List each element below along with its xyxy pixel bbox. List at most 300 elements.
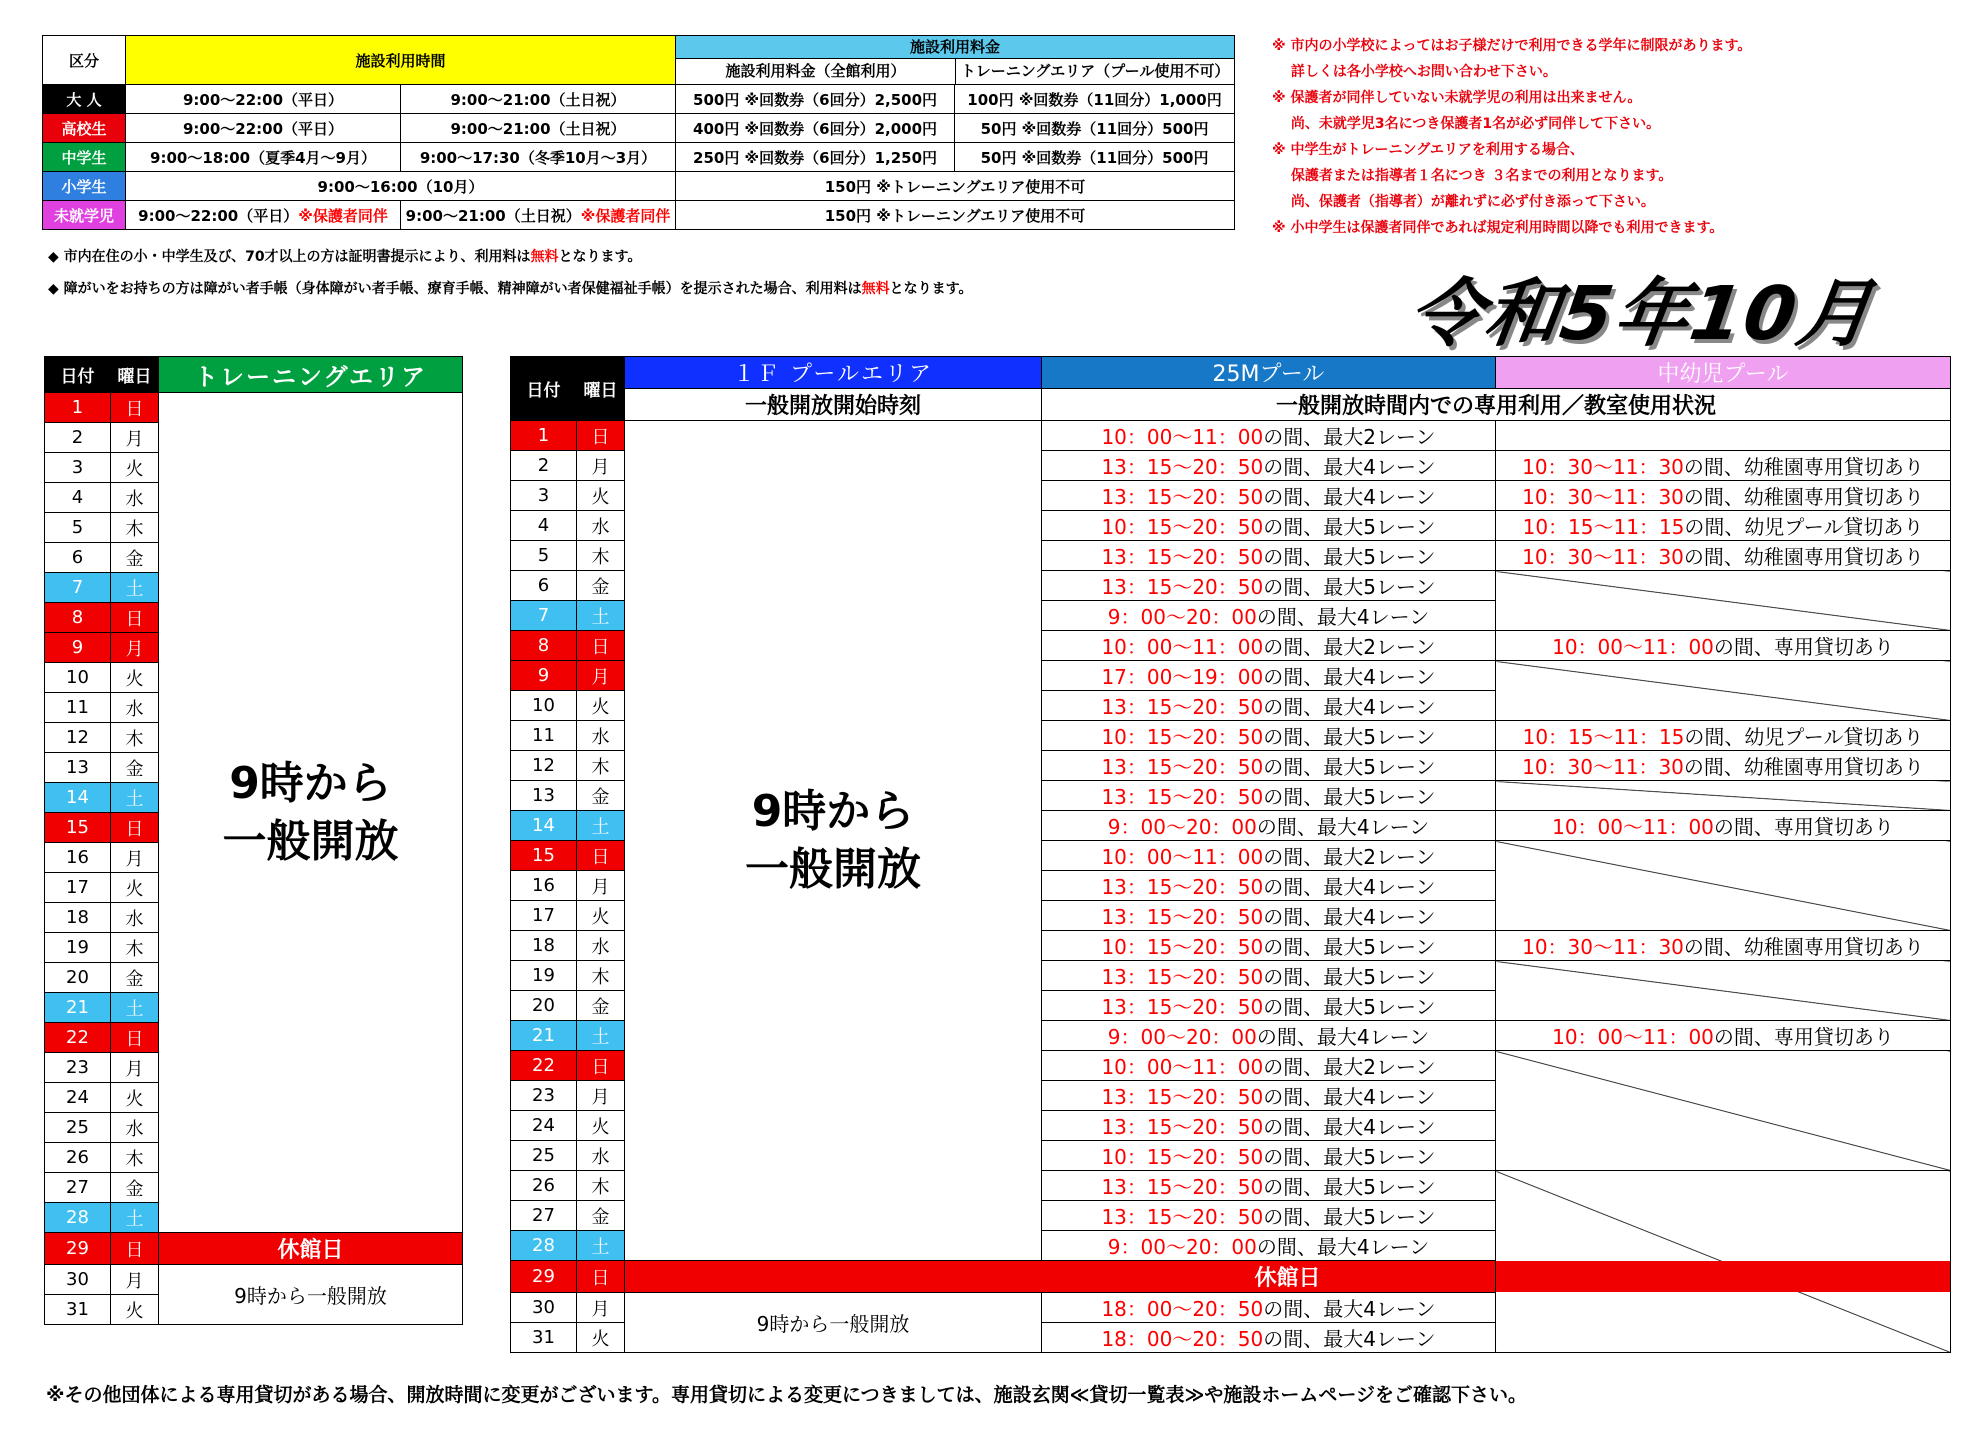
fee-elem-hours: 9:00～16:00（10月） (126, 172, 676, 201)
lane-desc: の間、最大5レーン (1263, 725, 1436, 749)
lane-time: 13：15～20：50 (1101, 485, 1264, 509)
date-cell: 27 (511, 1201, 577, 1231)
dow-cell: 土 (577, 1021, 625, 1051)
lane-desc: の間、最大2レーン (1263, 425, 1436, 449)
dow-cell: 木 (577, 1171, 625, 1201)
date-cell: 6 (511, 571, 577, 601)
dow-cell: 土 (111, 573, 159, 603)
lane-desc: の間、最大5レーン (1263, 1205, 1436, 1229)
date-cell: 29 (45, 1233, 111, 1265)
dow-cell: 水 (577, 511, 625, 541)
date-cell: 13 (511, 781, 577, 811)
pool-col-25m: 25Mプール (1042, 357, 1496, 389)
lane-desc: の間、最大2レーン (1263, 1055, 1436, 1079)
dow-cell: 日 (577, 1261, 625, 1293)
lane-time: 18：00～20：50 (1101, 1297, 1264, 1321)
dow-cell: 木 (111, 513, 159, 543)
fee-row-label: 大 人 (43, 85, 126, 114)
kids-usage-cell (1496, 1021, 1951, 1051)
pool-open-cell (625, 421, 1042, 1261)
lane-usage-cell (1042, 871, 1496, 901)
kids-empty-cell (1496, 781, 1951, 811)
date-cell: 1 (45, 393, 111, 423)
fee-table (42, 35, 1235, 230)
lane-desc: の間、最大4レーン (1263, 455, 1436, 479)
fee-training: 50円 ※回数券（11回分）500円 (955, 114, 1235, 143)
date-cell: 7 (45, 573, 111, 603)
fee-row-label: 小学生 (43, 172, 126, 201)
dow-cell: 日 (111, 603, 159, 633)
lane-usage-cell (1042, 781, 1496, 811)
lane-desc: の間、最大5レーン (1263, 1145, 1436, 1169)
date-cell: 12 (45, 723, 111, 753)
lane-desc: の間、最大5レーン (1263, 935, 1436, 959)
dow-cell: 月 (577, 661, 625, 691)
fee-training: 50円 ※回数券（11回分）500円 (955, 143, 1235, 172)
lane-time: 10：00～11：00 (1101, 635, 1264, 659)
dow-cell: 金 (111, 963, 159, 993)
lane-time: 13：15～20：50 (1101, 1205, 1264, 1229)
dow-cell: 日 (111, 393, 159, 423)
lane-usage-cell (1042, 991, 1496, 1021)
lane-usage-cell (1042, 1141, 1496, 1171)
kids-time: 10：00～11：00 (1552, 815, 1714, 839)
dow-cell: 水 (111, 483, 159, 513)
dow-cell: 月 (111, 1265, 159, 1295)
kids-desc: の間、幼稚園専用貸切あり (1683, 485, 1924, 509)
fee-all: 400円 ※回数券（6回分）2,000円 (676, 114, 955, 143)
lane-desc: の間、最大4レーン (1263, 1085, 1436, 1109)
fee-all: 250円 ※回数券（6回分）1,250円 (676, 143, 955, 172)
lane-usage-cell (1042, 721, 1496, 751)
lane-usage-cell (1042, 1293, 1496, 1323)
date-cell: 10 (45, 663, 111, 693)
lane-desc: の間、最大4レーン (1263, 905, 1436, 929)
fee-pre-holiday: 9:00～21:00（土日祝） (405, 206, 581, 225)
date-cell: 23 (511, 1081, 577, 1111)
pool-col-dow: 曜日 (577, 357, 625, 421)
date-cell: 24 (45, 1083, 111, 1113)
dow-cell: 金 (577, 1201, 625, 1231)
note-right-line: 保護者または指導者１名につき ３名までの利用となります。 (1272, 168, 1673, 184)
kids-time: 10：30～11：30 (1522, 455, 1684, 479)
lane-usage-cell (1042, 841, 1496, 871)
lane-time: 13：15～20：50 (1101, 695, 1264, 719)
note-right-line: ※ 中学生がトレーニングエリアを利用する場合、 (1272, 142, 1584, 158)
fee-row (43, 114, 1235, 143)
fee-row-label: 未就学児 (43, 201, 126, 230)
fee-row-label: 高校生 (43, 114, 126, 143)
lane-usage-cell (1042, 811, 1496, 841)
calendar-row (45, 1233, 463, 1265)
kids-usage-cell (1496, 631, 1951, 661)
dow-cell: 金 (111, 753, 159, 783)
dow-cell: 金 (111, 543, 159, 573)
kids-empty-cell (1496, 1051, 1951, 1171)
date-cell: 2 (45, 423, 111, 453)
dow-cell: 土 (577, 601, 625, 631)
calendar-row (45, 1265, 463, 1295)
lane-time: 13：15～20：50 (1101, 785, 1264, 809)
kids-time: 10：00～11：00 (1552, 635, 1714, 659)
train-col-dow: 曜日 (111, 357, 159, 393)
lane-desc: の間、最大4レーン (1263, 1115, 1436, 1139)
dow-cell: 日 (111, 813, 159, 843)
date-cell: 15 (511, 841, 577, 871)
kids-empty-cell (1496, 841, 1951, 931)
lane-time: 10：00～11：00 (1101, 1055, 1264, 1079)
lane-usage-cell (1042, 1231, 1496, 1261)
date-cell: 15 (45, 813, 111, 843)
fee-holiday: 9:00～17:30（冬季10月～3月） (401, 143, 676, 172)
fee-holiday: 9:00～21:00（土日祝） (401, 114, 676, 143)
date-cell: 27 (45, 1173, 111, 1203)
fee-training: 100円 ※回数券（11回分）1,000円 (955, 85, 1235, 114)
pool-col-area: １Ｆ プールエリア (625, 357, 1042, 389)
dow-cell: 金 (111, 1173, 159, 1203)
dow-cell: 金 (577, 991, 625, 1021)
dow-cell: 金 (577, 781, 625, 811)
lane-desc: の間、最大4レーン (1256, 1025, 1430, 1049)
dow-cell: 月 (577, 871, 625, 901)
dow-cell: 火 (111, 453, 159, 483)
pool-col-date: 日付 (511, 357, 577, 421)
lane-usage-cell (1042, 511, 1496, 541)
lane-desc: の間、最大5レーン (1263, 575, 1436, 599)
dow-cell: 水 (577, 931, 625, 961)
lane-usage-cell (1042, 931, 1496, 961)
date-cell: 9 (45, 633, 111, 663)
lane-desc: の間、最大5レーン (1263, 515, 1436, 539)
date-cell: 8 (511, 631, 577, 661)
lane-desc: の間、最大4レーン (1263, 485, 1436, 509)
date-cell: 17 (511, 901, 577, 931)
date-cell: 4 (45, 483, 111, 513)
dow-cell: 土 (111, 1203, 159, 1233)
kids-desc: の間、専用貸切あり (1713, 815, 1894, 839)
lane-usage-cell (1042, 451, 1496, 481)
dow-cell: 水 (111, 693, 159, 723)
date-cell: 13 (45, 753, 111, 783)
lane-time: 9：00～20：00 (1107, 815, 1257, 839)
fee-all: 500円 ※回数券（6回分）2,500円 (676, 85, 955, 114)
dow-cell: 火 (111, 1083, 159, 1113)
date-cell: 26 (45, 1143, 111, 1173)
date-cell: 7 (511, 601, 577, 631)
kids-usage-cell (1496, 541, 1951, 571)
note-right-line: ※ 保護者が同伴していない未就学児の利用は出来ません。 (1272, 90, 1642, 106)
date-cell: 23 (45, 1053, 111, 1083)
lane-time: 10：15～20：50 (1101, 1145, 1264, 1169)
date-cell: 30 (45, 1265, 111, 1295)
lane-time: 9：00～20：00 (1107, 605, 1257, 629)
dow-cell: 火 (577, 1323, 625, 1353)
date-cell: 24 (511, 1111, 577, 1141)
dow-cell: 月 (577, 1081, 625, 1111)
dow-cell: 土 (577, 1231, 625, 1261)
lane-desc: の間、最大5レーン (1263, 1175, 1436, 1199)
lane-desc: の間、最大5レーン (1263, 755, 1436, 779)
lane-usage-cell (1042, 1171, 1496, 1201)
train-open-line2: 一般開放 (222, 815, 399, 867)
date-cell: 19 (45, 933, 111, 963)
lane-time: 13：15～20：50 (1101, 965, 1264, 989)
lane-time: 9：00～20：00 (1107, 1235, 1257, 1259)
lane-time: 13：15～20：50 (1101, 995, 1264, 1019)
date-cell: 21 (511, 1021, 577, 1051)
fee-col-fee-all: 施設利用料金（全館利用） (676, 59, 956, 84)
pool-open-line1: 9時から (751, 785, 915, 837)
date-cell: 2 (511, 451, 577, 481)
kids-time: 10：30～11：30 (1522, 935, 1684, 959)
date-cell: 28 (45, 1203, 111, 1233)
lane-usage-cell (1042, 661, 1496, 691)
lane-time: 13：15～20：50 (1101, 875, 1264, 899)
dow-cell: 火 (577, 1111, 625, 1141)
lane-time: 18：00～20：50 (1101, 1327, 1264, 1351)
lane-usage-cell (1042, 751, 1496, 781)
kids-usage-cell (1496, 721, 1951, 751)
lane-desc: の間、最大5レーン (1263, 995, 1436, 1019)
lane-time: 13：15～20：50 (1101, 545, 1264, 569)
dow-cell: 月 (577, 1293, 625, 1323)
lane-usage-cell (1042, 1111, 1496, 1141)
dow-cell: 金 (577, 571, 625, 601)
note-right-line: 尚、未就学児3名につき保護者1名が必ず同伴して下さい。 (1272, 116, 1661, 132)
lane-desc: の間、最大5レーン (1263, 965, 1436, 989)
kids-desc: の間、専用貸切あり (1713, 635, 1894, 659)
date-cell: 31 (511, 1323, 577, 1353)
kids-empty-cell (1496, 571, 1951, 631)
lane-desc: の間、最大5レーン (1263, 785, 1436, 809)
lane-time: 13：15～20：50 (1101, 575, 1264, 599)
lane-time: 10：15～20：50 (1101, 725, 1264, 749)
dow-cell: 火 (577, 481, 625, 511)
train-closed-cell: 休館日 (159, 1233, 463, 1265)
kids-empty-cell (1496, 661, 1951, 721)
fee-row (43, 143, 1235, 172)
train-col-area: トレーニングエリア (159, 357, 463, 393)
kids-empty-cell (1496, 421, 1951, 451)
date-cell: 18 (511, 931, 577, 961)
kids-desc: の間、幼稚園専用貸切あり (1683, 545, 1924, 569)
dow-cell: 土 (111, 783, 159, 813)
lane-usage-cell (1042, 1051, 1496, 1081)
date-cell: 6 (45, 543, 111, 573)
kids-usage-cell (1496, 511, 1951, 541)
note-below-1: ◆ 市内在住の小・中学生及び、70才以上の方は証明書提示により、利用料は無料となります。 (48, 249, 642, 265)
kids-time: 10：15～11：15 (1522, 515, 1685, 539)
kids-desc: の間、幼稚園専用貸切あり (1683, 755, 1924, 779)
dow-cell: 月 (111, 423, 159, 453)
fee-elem-fee: 150円 ※トレーニングエリア使用不可 (676, 172, 1235, 201)
date-cell: 25 (511, 1141, 577, 1171)
lane-usage-cell (1042, 961, 1496, 991)
pool-closed-cell: 休館日 (625, 1261, 1951, 1293)
note-right-line: 詳しくは各小学校へお問い合わせ下さい。 (1272, 64, 1557, 80)
dow-cell: 火 (111, 1295, 159, 1325)
dow-cell: 月 (111, 843, 159, 873)
dow-cell: 日 (577, 1051, 625, 1081)
pool-open-line2: 一般開放 (745, 843, 921, 895)
lane-time: 9：00～20：00 (1107, 1025, 1257, 1049)
lane-desc: の間、最大4レーン (1256, 815, 1430, 839)
fee-row (43, 85, 1235, 114)
date-cell: 16 (511, 871, 577, 901)
training-calendar (44, 356, 463, 1325)
lane-time: 13：15～20：50 (1101, 1085, 1264, 1109)
date-cell: 1 (511, 421, 577, 451)
train-col-date: 日付 (45, 357, 111, 393)
date-cell: 17 (45, 873, 111, 903)
dow-cell: 日 (577, 841, 625, 871)
fee-weekday: 9:00～22:00（平日） (126, 85, 401, 114)
date-cell: 31 (45, 1295, 111, 1325)
dow-cell: 水 (577, 721, 625, 751)
lane-time: 13：15～20：50 (1101, 455, 1264, 479)
lane-usage-cell (1042, 421, 1496, 451)
dow-cell: 日 (577, 421, 625, 451)
lane-desc: の間、最大4レーン (1263, 695, 1436, 719)
lane-desc: の間、最大4レーン (1263, 1327, 1436, 1351)
pool-sub-usage: 一般開放時間内での専用利用／教室使用状況 (1042, 389, 1951, 421)
kids-usage-cell (1496, 811, 1951, 841)
lane-desc: の間、最大4レーン (1263, 875, 1436, 899)
lane-desc: の間、最大5レーン (1263, 545, 1436, 569)
lane-time: 10：00～11：00 (1101, 845, 1264, 869)
date-cell: 8 (45, 603, 111, 633)
kids-usage-cell (1496, 751, 1951, 781)
dow-cell: 木 (577, 961, 625, 991)
dow-cell: 木 (577, 541, 625, 571)
fee-col-hours: 施設利用時間 (126, 36, 676, 85)
date-cell: 26 (511, 1171, 577, 1201)
fee-pre-weekday: 9:00～22:00（平日） (138, 206, 299, 225)
fee-pre-holiday-note: ※保護者同伴 (580, 206, 671, 225)
date-cell: 10 (511, 691, 577, 721)
date-cell: 22 (45, 1023, 111, 1053)
date-cell: 12 (511, 751, 577, 781)
train-open-cell (159, 393, 463, 1233)
calendar-row (511, 421, 1951, 451)
dow-cell: 木 (111, 1143, 159, 1173)
lane-usage-cell (1042, 571, 1496, 601)
dow-cell: 火 (577, 901, 625, 931)
dow-cell: 水 (577, 1141, 625, 1171)
fee-row-pre (43, 201, 1235, 230)
date-cell: 25 (45, 1113, 111, 1143)
date-cell: 30 (511, 1293, 577, 1323)
note-right-line: 尚、保護者（指導者）が離れずに必ず付き添って下さい。 (1272, 194, 1655, 210)
lane-usage-cell (1042, 1021, 1496, 1051)
lane-usage-cell (1042, 541, 1496, 571)
lane-usage-cell (1042, 631, 1496, 661)
lane-time: 10：00～11：00 (1101, 425, 1264, 449)
lane-desc: の間、最大4レーン (1263, 665, 1436, 689)
lane-desc: の間、最大2レーン (1263, 845, 1436, 869)
fee-holiday: 9:00～21:00（土日祝） (401, 85, 676, 114)
kids-desc: の間、幼児プール貸切あり (1684, 725, 1924, 749)
date-cell: 22 (511, 1051, 577, 1081)
fee-header-row (43, 36, 1235, 85)
lane-usage-cell (1042, 1081, 1496, 1111)
fee-row-elem (43, 172, 1235, 201)
calendar-row (511, 1261, 1951, 1293)
lane-time: 10：15～20：50 (1101, 935, 1264, 959)
lane-time: 13：15～20：50 (1101, 1115, 1264, 1139)
dow-cell: 月 (111, 1053, 159, 1083)
lane-desc: の間、最大4レーン (1256, 1235, 1430, 1259)
calendar-row (45, 393, 463, 423)
lane-time: 13：15～20：50 (1101, 905, 1264, 929)
date-cell: 3 (511, 481, 577, 511)
date-cell: 11 (511, 721, 577, 751)
date-cell: 14 (45, 783, 111, 813)
lane-desc: の間、最大4レーン (1263, 1297, 1436, 1321)
note-below-2: ◆ 障がいをお持ちの方は障がい者手帳（身体障がい者手帳、療育手帳、精神障がい者保健福祉手帳）を提示された場合、利用料は無料となります。 (48, 281, 973, 297)
kids-usage-cell (1496, 481, 1951, 511)
fee-col-category: 区分 (43, 36, 126, 85)
dow-cell: 月 (111, 633, 159, 663)
dow-cell: 土 (577, 811, 625, 841)
dow-cell: 木 (577, 751, 625, 781)
dow-cell: 月 (577, 451, 625, 481)
date-cell: 3 (45, 453, 111, 483)
dow-cell: 日 (577, 631, 625, 661)
kids-time: 10：30～11：30 (1522, 755, 1684, 779)
lane-usage-cell (1042, 481, 1496, 511)
date-cell: 14 (511, 811, 577, 841)
lane-time: 17：00～19：00 (1101, 665, 1264, 689)
date-cell: 5 (511, 541, 577, 571)
pool-sub-open: 一般開放開始時刻 (625, 389, 1042, 421)
kids-desc: の間、幼稚園専用貸切あり (1683, 455, 1924, 479)
dow-cell: 火 (111, 873, 159, 903)
lane-usage-cell (1042, 601, 1496, 631)
lane-usage-cell (1042, 1323, 1496, 1353)
kids-time: 10：30～11：30 (1522, 485, 1684, 509)
lane-usage-cell (1042, 1201, 1496, 1231)
note-right-line: ※ 小中学生は保護者同伴であれば規定利用時間以降でも利用できます。 (1272, 220, 1724, 236)
fee-pre-fee: 150円 ※トレーニングエリア使用不可 (676, 201, 1235, 230)
lane-usage-cell (1042, 691, 1496, 721)
fee-col-fee-training: トレーニングエリア（プール使用不可） (960, 62, 1230, 80)
kids-desc: の間、専用貸切あり (1713, 1025, 1894, 1049)
kids-usage-cell (1496, 451, 1951, 481)
date-cell: 9 (511, 661, 577, 691)
kids-empty-cell (1496, 961, 1951, 1021)
date-cell: 19 (511, 961, 577, 991)
dow-cell: 水 (111, 903, 159, 933)
date-cell: 20 (511, 991, 577, 1021)
kids-time: 10：15～11：15 (1522, 725, 1685, 749)
lane-time: 10：15～20：50 (1101, 515, 1264, 539)
fee-weekday: 9:00～18:00（夏季4月～9月） (126, 143, 401, 172)
notes-right (1272, 33, 1751, 241)
fee-col-fees: 施設利用料金 (676, 36, 1234, 59)
kids-desc: の間、幼児プール貸切あり (1684, 515, 1924, 539)
date-cell: 28 (511, 1231, 577, 1261)
date-cell: 16 (45, 843, 111, 873)
fee-weekday: 9:00～22:00（平日） (126, 114, 401, 143)
date-cell: 4 (511, 511, 577, 541)
dow-cell: 木 (111, 723, 159, 753)
kids-time: 10：00～11：00 (1552, 1025, 1714, 1049)
dow-cell: 火 (577, 691, 625, 721)
train-open-small: 9時から一般開放 (159, 1265, 463, 1325)
lane-desc: の間、最大2レーン (1263, 635, 1436, 659)
footnote: ※その他団体による専用貸切がある場合、開放時間に変更がございます。専用貸切による変更につきましては、施設玄関≪貸切一覧表≫や施設ホームページをご確認下さい。 (46, 1384, 1527, 1406)
